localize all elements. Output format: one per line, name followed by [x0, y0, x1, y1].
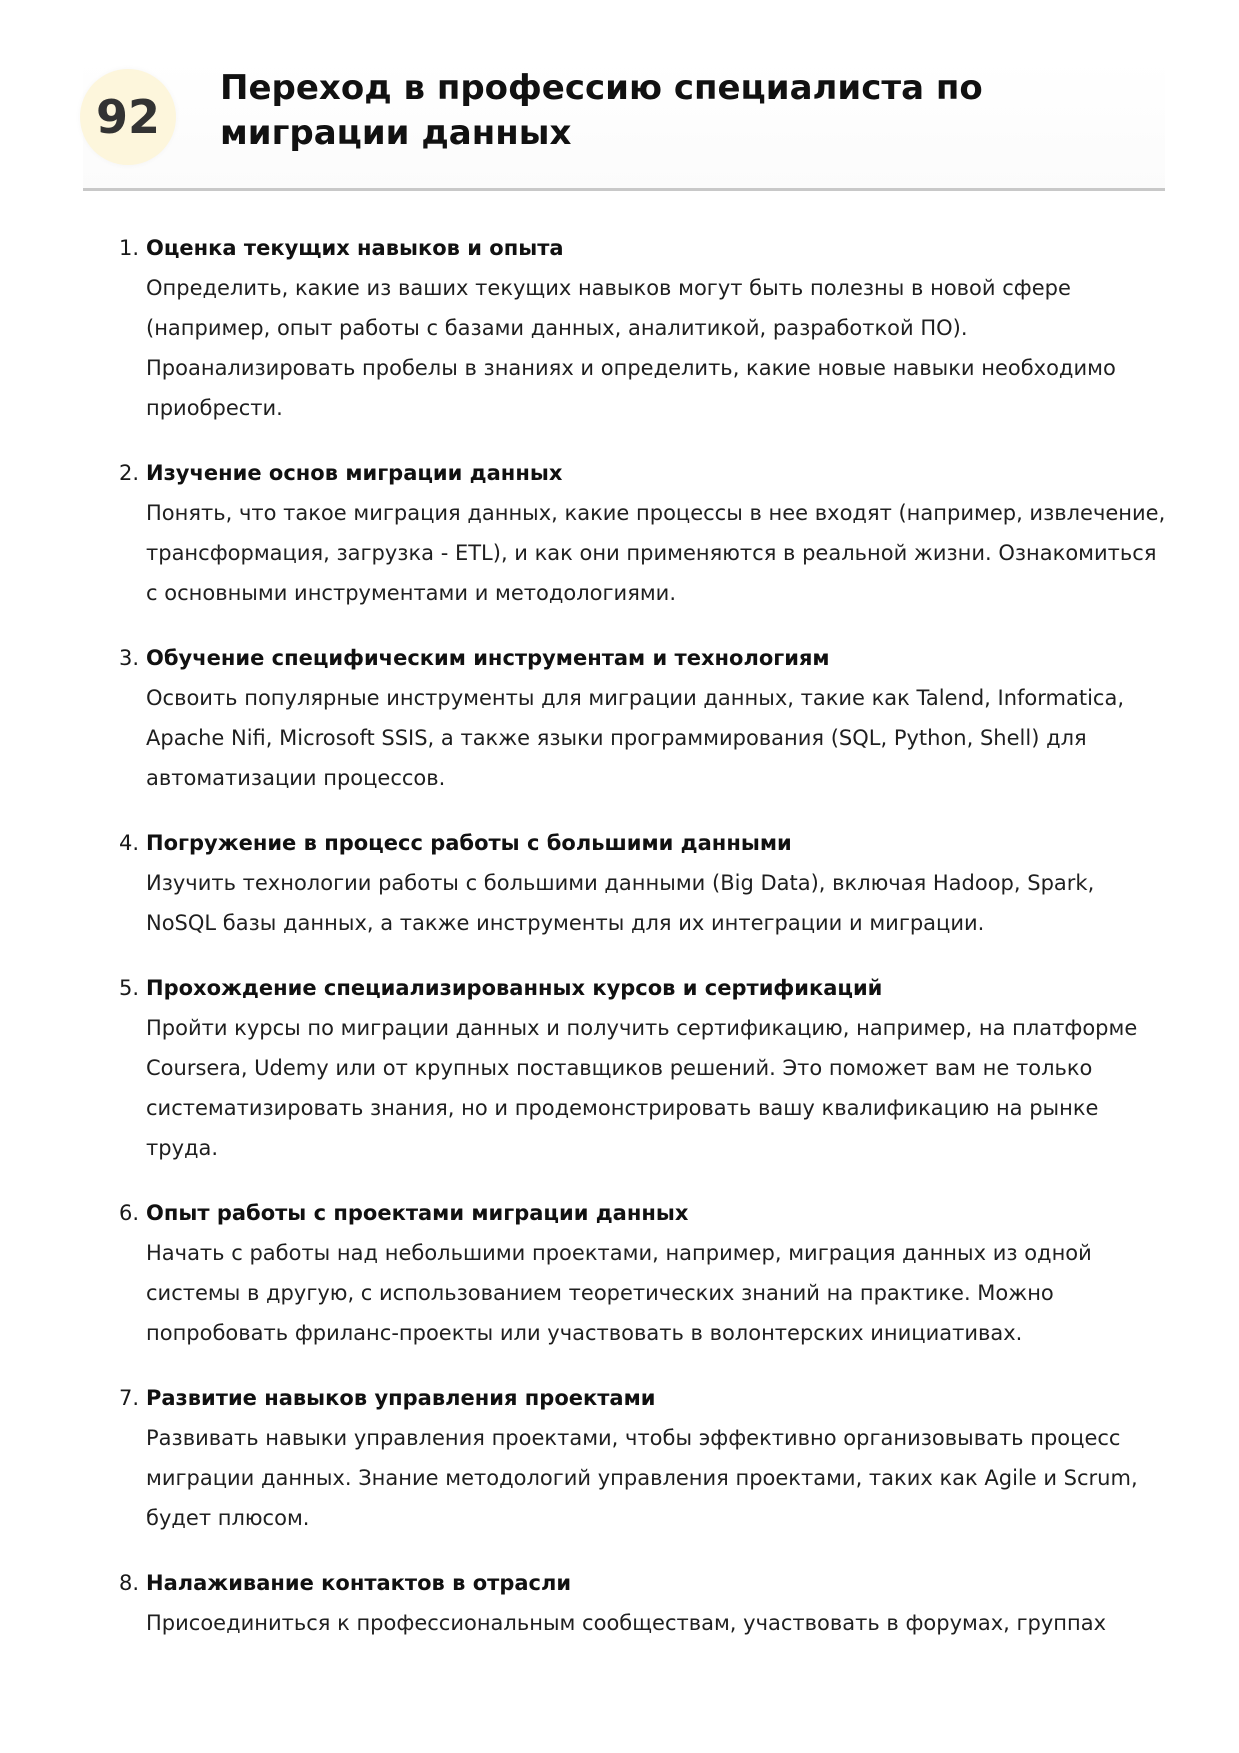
item-title: Опыт работы с проектами миграции данных: [146, 1201, 689, 1225]
item-number: 2.: [119, 461, 140, 485]
item-description: Изучить технологии работы с большими данными (Big Data), включая Hadoop, Spark, NoSQL базы данных, а также инструменты для их интеграции и миграции.: [146, 871, 1095, 935]
item-title: Изучение основ миграции данных: [146, 461, 563, 485]
item-number: 7.: [119, 1386, 140, 1410]
item-number: 1.: [119, 236, 140, 260]
list-item: [119, 823, 1169, 943]
item-description: Пройти курсы по миграции данных и получить сертификацию, например, на платформе Coursera, Udemy или от крупных поставщиков решений. Это поможет вам не только систематизировать знания, но и продемонстрировать вашу квалификацию на рынке труда.: [146, 1016, 1138, 1160]
list-item: [119, 1378, 1169, 1538]
item-description: Освоить популярные инструменты для миграции данных, такие как Talend, Informatica, Apache Nifi, Microsoft SSIS, а также языки программирования (SQL, Python, Shell) для автоматизации процессов.: [146, 686, 1124, 790]
item-number: 5.: [119, 976, 140, 1000]
item-description: Понять, что такое миграция данных, какие процессы в нее входят (например, извлечение, трансформация, загрузка - ETL), и как они применяются в реальной жизни. Ознакомиться с основными инструментами и методологиями.: [146, 501, 1166, 605]
item-title: Погружение в процесс работы с большими данными: [146, 831, 792, 855]
item-number: 4.: [119, 831, 140, 855]
list-item: [119, 228, 1169, 428]
item-description: Определить, какие из ваших текущих навыков могут быть полезны в новой сфере (например, опыт работы с базами данных, аналитикой, разработкой ПО). Проанализировать пробелы в знаниях и определить, какие новые навыки необходимо приобрести.: [146, 276, 1116, 420]
item-number: 3.: [119, 646, 140, 670]
item-number: 8.: [119, 1571, 140, 1595]
list-item: [119, 638, 1169, 798]
list-item: [119, 1193, 1169, 1353]
page-number-badge: 92: [80, 69, 176, 165]
page-title: Переход в профессию специалиста по миграции данных: [220, 68, 983, 153]
item-title: Развитие навыков управления проектами: [146, 1386, 656, 1410]
item-title: Оценка текущих навыков и опыта: [146, 236, 564, 260]
item-description: Присоединиться к профессиональным сообществам, участвовать в форумах, группах: [146, 1611, 1107, 1635]
list-item: [119, 968, 1169, 1168]
list-item: [119, 1563, 1169, 1643]
item-description: Развивать навыки управления проектами, чтобы эффективно организовывать процесс миграции данных. Знание методологий управления проектами, таких как Agile и Scrum, будет плюсом.: [146, 1426, 1138, 1530]
item-number: 6.: [119, 1201, 140, 1225]
item-title: Налаживание контактов в отрасли: [146, 1571, 572, 1595]
list-item: [119, 453, 1169, 613]
item-title: Обучение специфическим инструментам и технологиям: [146, 646, 830, 670]
item-description: Начать с работы над небольшими проектами, например, миграция данных из одной системы в другую, с использованием теоретических знаний на практике. Можно попробовать фриланс-проекты или участвовать в волонтерских инициативах.: [146, 1241, 1092, 1345]
steps-list: [119, 228, 1169, 1668]
item-title: Прохождение специализированных курсов и сертификаций: [146, 976, 883, 1000]
